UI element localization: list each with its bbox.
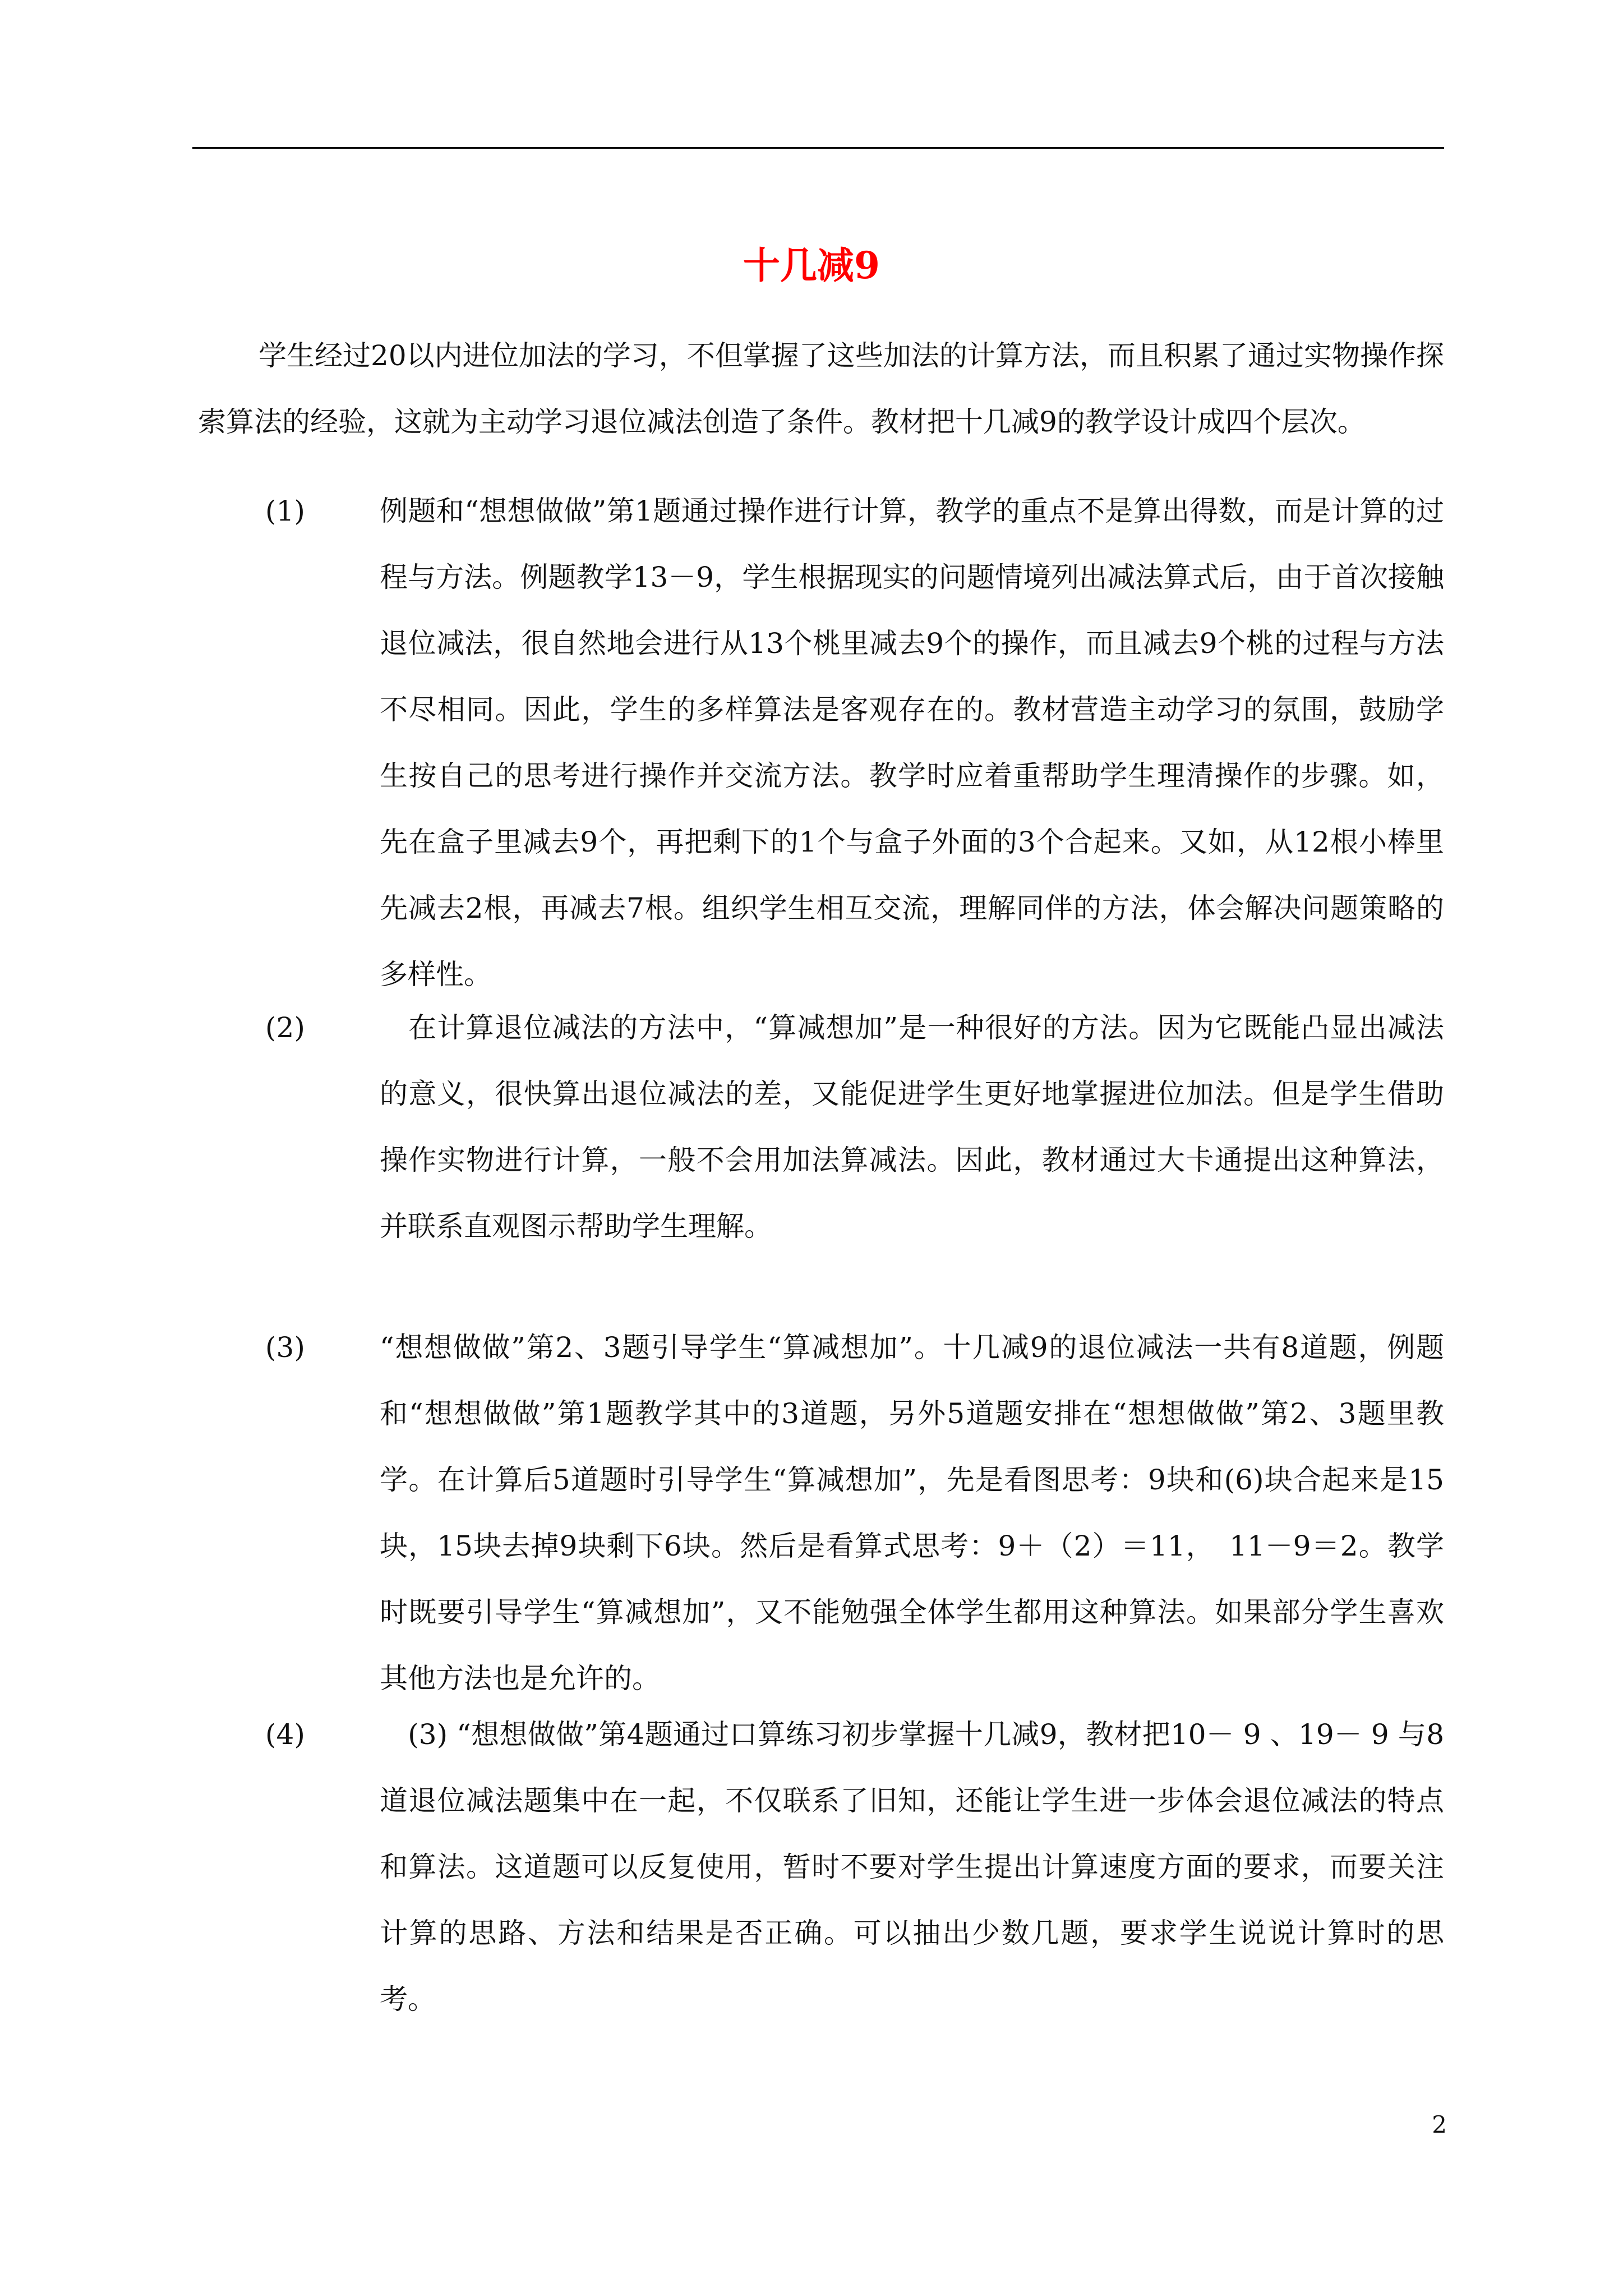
list-item-number: (4) bbox=[265, 1718, 305, 1751]
list-item-text: “想想做做”第2、3题引导学生“算减想加”。十几减9的退位减法一共有8道题，例题和“想想做做”第1题教学其中的3道题，另外5道题安排在“想想做做”第2、3题里教学。在计算后5道题时引导学生“算减想加”，先是看图思考：9块和(6)块合起来是15块，15块去掉9块剩下6块。然后是看算式思考：9＋（2）＝11， 11－9＝2。教学时既要引导学生“算减想加”，又不能勉强全体学生都用这种算法。如果部分学生喜欢其他方法也是允许的。 bbox=[380, 1331, 1444, 1695]
list-item-number: (3) bbox=[265, 1331, 305, 1364]
list-item-number: (2) bbox=[265, 1011, 305, 1044]
header-rule bbox=[192, 147, 1444, 149]
list-item-text: (3) “想想做做”第4题通过口算练习初步掌握十几减9，教材把10－ 9 、19－ 9 与8道退位减法题集中在一起，不仅联系了旧知，还能让学生进一步体会退位减法的特点和算法。这道题可以反复使用，暂时不要对学生提出计算速度方面的要求，而要关注计算的思路、方法和结果是否正确。可以抽出少数几题，要求学生说说计算时的思考。 bbox=[380, 1718, 1444, 2016]
page-title: 十几减9 bbox=[743, 243, 880, 287]
intro-paragraph: 学生经过20以内进位加法的学习，不但掌握了这些加法的计算方法，而且积累了通过实物操作探索算法的经验，这就为主动学习退位减法创造了条件。教材把十几减9的教学设计成四个层次。 bbox=[198, 339, 1444, 438]
page-number: 2 bbox=[1432, 2111, 1447, 2138]
list-item-number: (1) bbox=[265, 495, 305, 527]
list-item-text: 在计算退位减法的方法中，“算减想加”是一种很好的方法。因为它既能凸显出减法的意义，很快算出退位减法的差，又能促进学生更好地掌握进位加法。但是学生借助操作实物进行计算，一般不会用加法算减法。因此，教材通过大卡通提出这种算法，并联系直观图示帮助学生理解。 bbox=[380, 1011, 1444, 1243]
list-item-text: 例题和“想想做做”第1题通过操作进行计算，教学的重点不是算出得数，而是计算的过程与方法。例题教学13－9，学生根据现实的问题情境列出减法算式后，由于首次接触退位减法，很自然地会进行从13个桃里减去9个的操作，而且减去9个桃的过程与方法不尽相同。因此，学生的多样算法是客观存在的。教材营造主动学习的氛围，鼓励学生按自己的思考进行操作并交流方法。教学时应着重帮助学生理清操作的步骤。如，先在盒子里减去9个，再把剩下的1个与盒子外面的3个合起来。又如，从12根小棒里先减去2根，再减去7根。组织学生相互交流，理解同伴的方法，体会解决问题策略的多样性。 bbox=[380, 495, 1444, 991]
